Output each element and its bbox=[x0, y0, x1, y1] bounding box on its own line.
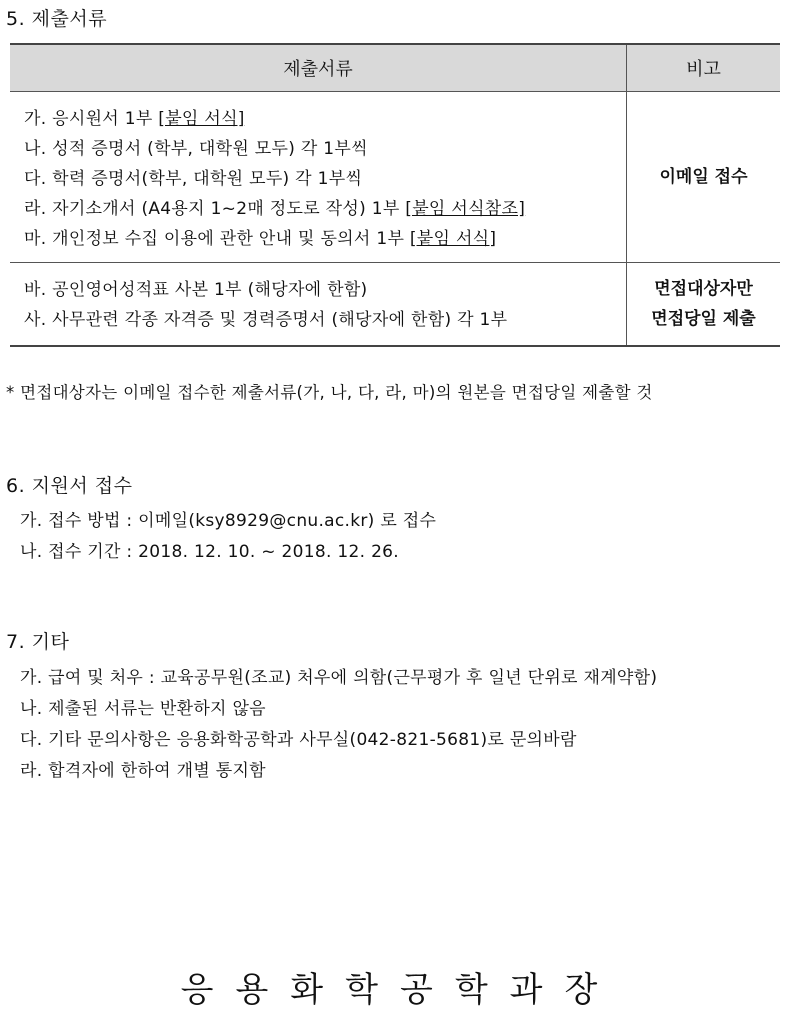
column-header-note: 비고 bbox=[627, 44, 781, 92]
closing-signature: 응용화학공학과장 bbox=[180, 970, 620, 1010]
table-row bbox=[10, 263, 780, 347]
list-item: 나. 성적 증명서 (학부, 대학원 모두) 각 1부씩 bbox=[24, 139, 368, 159]
item-text: 마. 개인정보 수집 이용에 관한 안내 및 동의서 1부 bbox=[24, 229, 410, 249]
documents-cell bbox=[10, 92, 627, 263]
list-item: 다. 기타 문의사항은 응용화학공학과 사무실(042-821-5681)로 문의바람 bbox=[20, 730, 577, 750]
form-reference: [붙임 서식참조] bbox=[405, 199, 526, 219]
note-cell bbox=[627, 263, 781, 347]
list-item: 다. 학력 증명서(학부, 대학원 모두) 각 1부씩 bbox=[24, 169, 363, 189]
list-item bbox=[24, 194, 626, 224]
documents-table bbox=[10, 43, 780, 347]
list-item: 가. 접수 방법 : 이메일(ksy8929@cnu.ac.kr) 로 접수 bbox=[20, 511, 437, 531]
note-line: 면접대상자만 bbox=[654, 279, 753, 299]
documents-cell bbox=[10, 263, 627, 347]
list-item bbox=[24, 224, 626, 254]
list-item bbox=[24, 104, 626, 134]
list-item: 사. 사무관련 각종 자격증 및 경력증명서 (해당자에 한함) 각 1부 bbox=[24, 310, 508, 330]
list-item: 나. 접수 기간 : 2018. 12. 10. ~ 2018. 12. 26. bbox=[20, 542, 400, 562]
section-5-heading: 5. 제출서류 bbox=[6, 8, 108, 30]
item-text: 라. 자기소개서 (A4용지 1~2매 정도로 작성) 1부 bbox=[24, 199, 406, 219]
list-item: 라. 합격자에 한하여 개별 통지함 bbox=[20, 761, 266, 781]
list-item: 가. 급여 및 처우 : 교육공무원(조교) 처우에 의함(근무평가 후 일년 단위로 재계약함) bbox=[20, 668, 658, 688]
table-header-row bbox=[10, 44, 780, 92]
section-7-heading: 7. 기타 bbox=[6, 631, 70, 653]
form-reference: [붙임 서식] bbox=[409, 229, 497, 249]
list-item: 바. 공인영어성적표 사본 1부 (해당자에 한함) bbox=[24, 280, 368, 300]
table-row bbox=[10, 92, 780, 263]
note-line: 면접당일 제출 bbox=[651, 309, 756, 329]
item-text: 가. 응시원서 1부 bbox=[24, 109, 159, 129]
list-item: 나. 제출된 서류는 반환하지 않음 bbox=[20, 699, 266, 719]
note-cell: 이메일 접수 bbox=[659, 167, 748, 187]
footnote: * 면접대상자는 이메일 접수한 제출서류(가, 나, 다, 라, 마)의 원본을 면접당일 제출할 것 bbox=[6, 383, 653, 402]
form-reference: [붙임 서식] bbox=[158, 109, 245, 129]
section-6-heading: 6. 지원서 접수 bbox=[6, 475, 133, 497]
column-header-documents: 제출서류 bbox=[10, 44, 627, 92]
